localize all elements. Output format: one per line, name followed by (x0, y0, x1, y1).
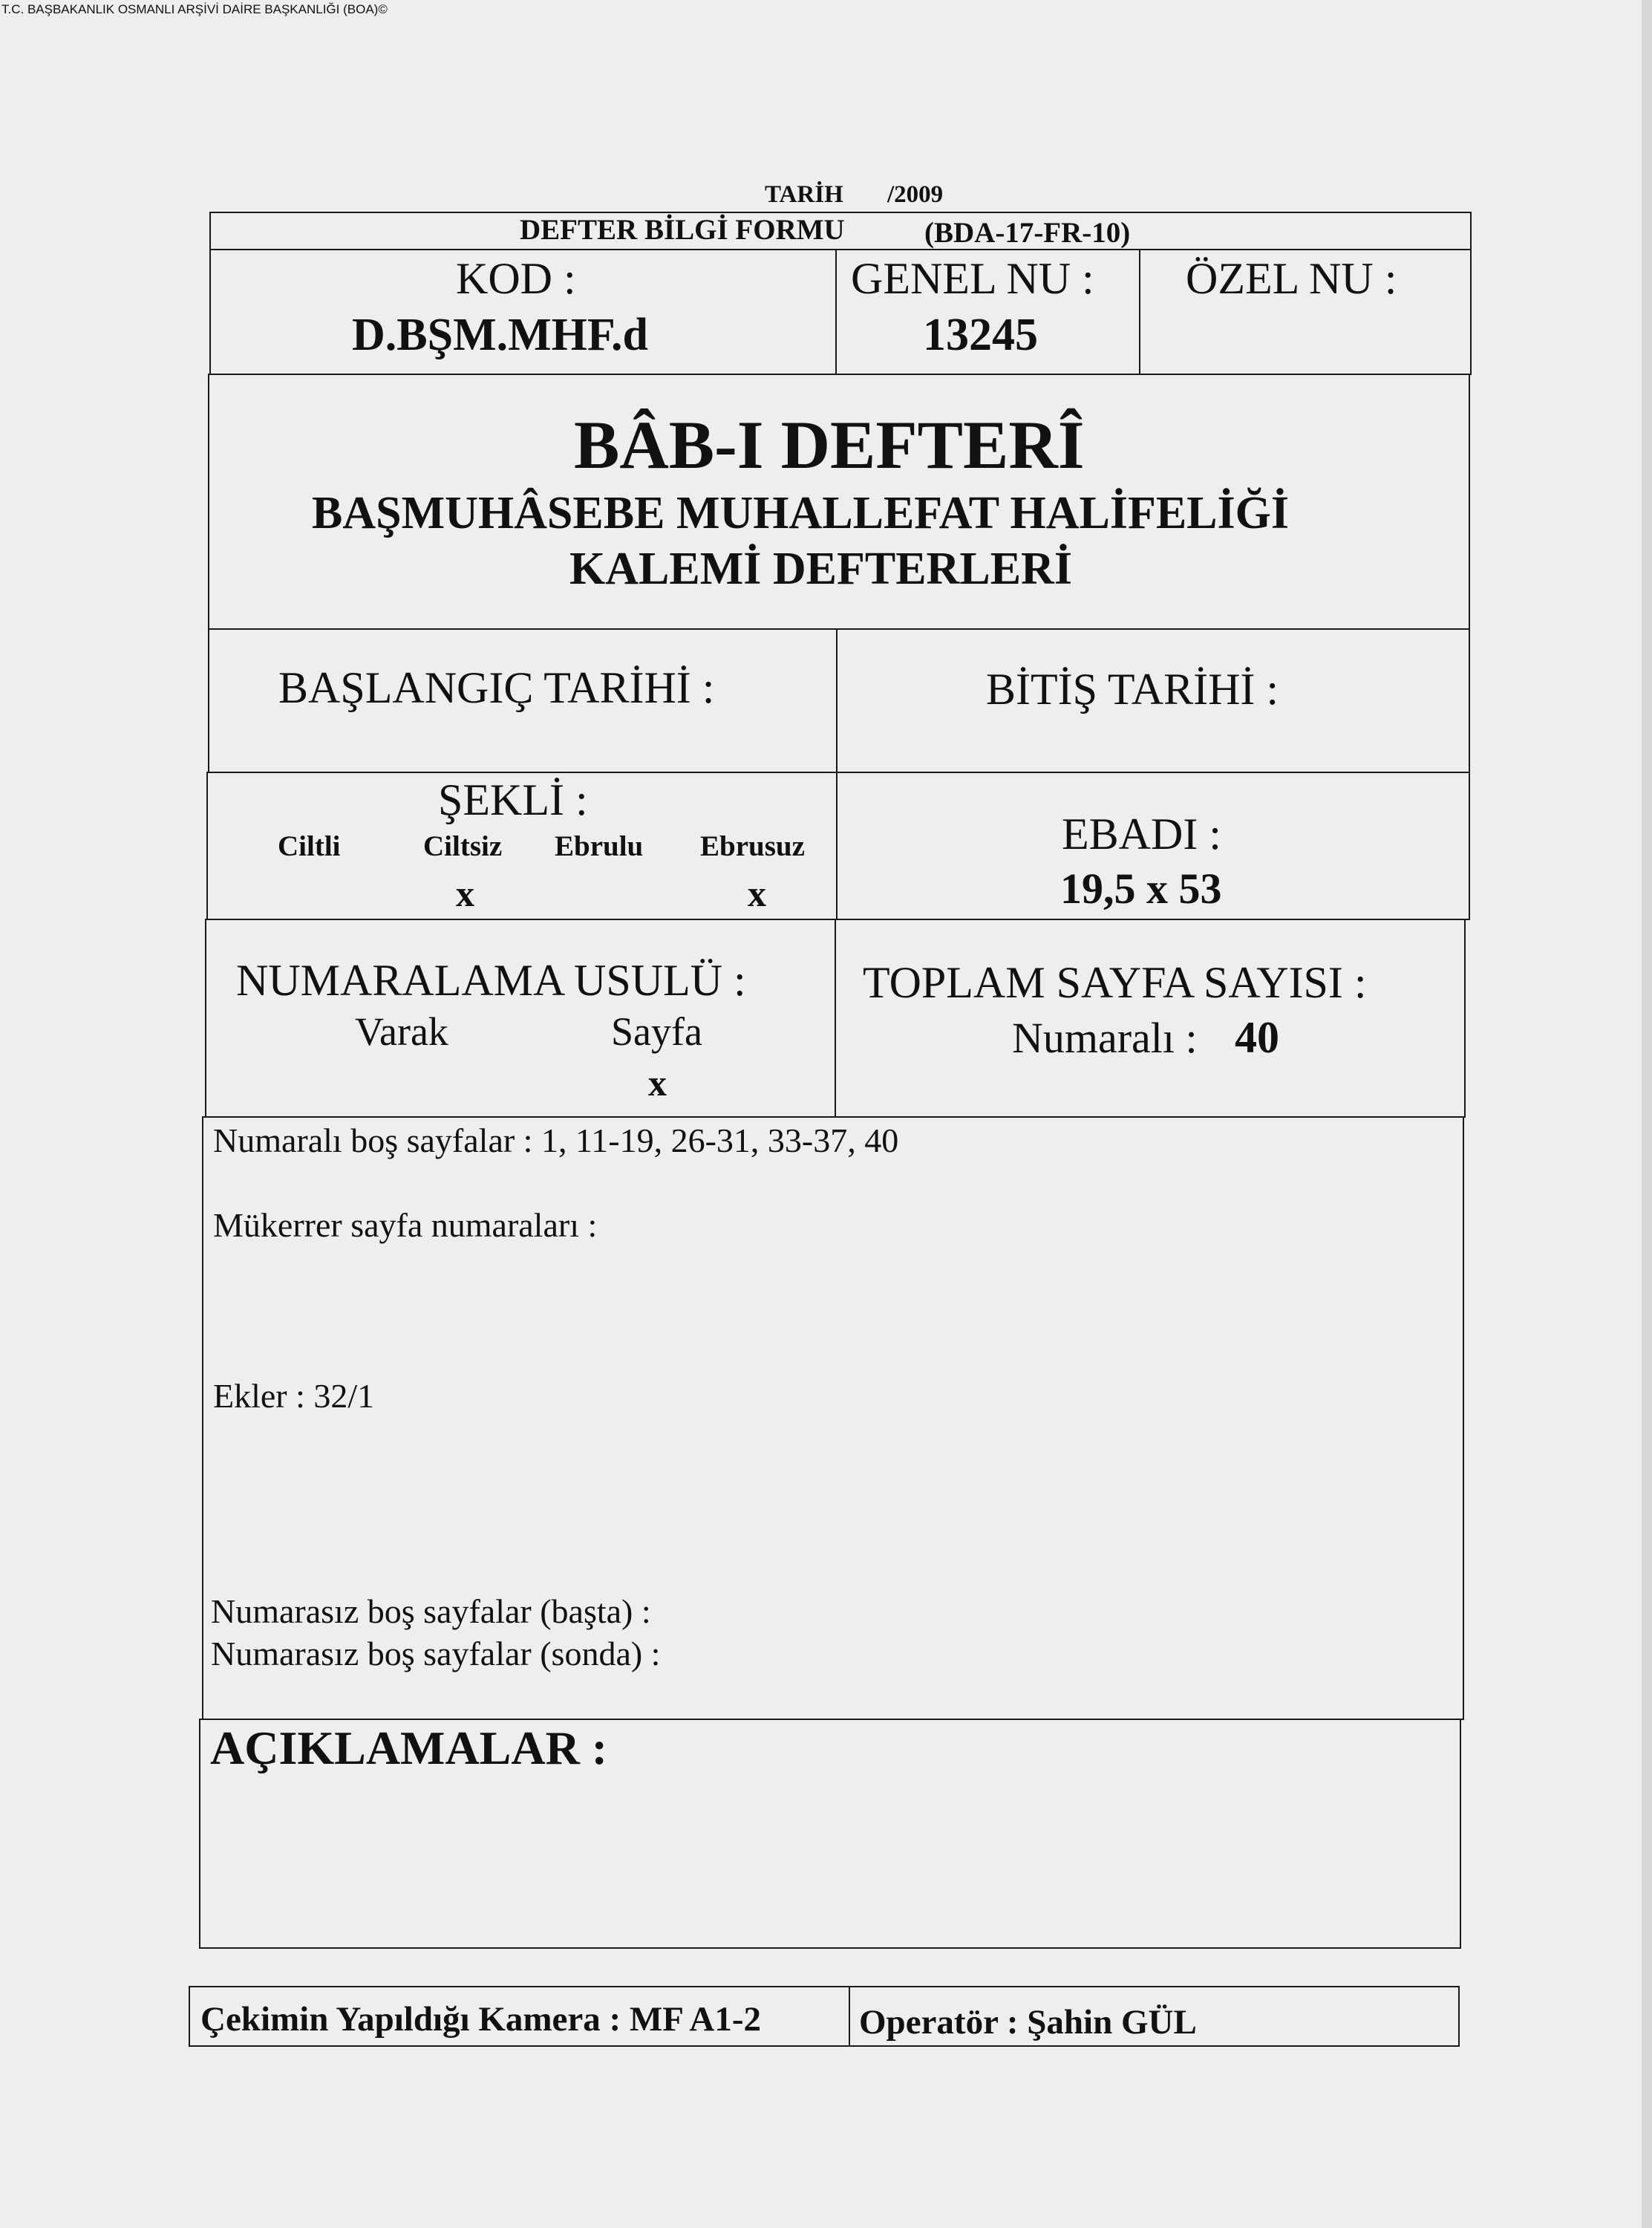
date-value: /2009 (887, 181, 944, 208)
notes-label: AÇIKLAMALAR : (210, 1722, 608, 1774)
form-title: DEFTER BİLGİ FORMU (520, 214, 845, 246)
form-code: (BDA-17-FR-10) (924, 217, 1131, 249)
genel-nu-value: 13245 (923, 310, 1038, 360)
shape-label: ŞEKLİ : (438, 775, 588, 824)
shape-option-ebrulu: Ebrulu (555, 830, 644, 862)
shape-option-ciltsiz: Ciltsiz (423, 830, 503, 862)
shape-option-ebrusuz: Ebrusuz (700, 830, 805, 862)
camera-info: Çekimin Yapıldığı Kamera : MF A1-2 (200, 2000, 762, 2039)
operator-info: Operatör : Şahin GÜL (859, 2003, 1197, 2042)
genel-nu-label: GENEL NU : (851, 254, 1094, 303)
unnumbered-empty-start: Numarasız boş sayfalar (başta) : (211, 1592, 651, 1630)
numbering-mark-sayfa: x (648, 1062, 667, 1104)
numbering-cell (205, 919, 836, 1118)
numbered-pages-value: 40 (1235, 1013, 1279, 1062)
defter-subtitle-1: BAŞMUHÂSEBE MUHALLEFAT HALİFELİĞİ (312, 488, 1290, 538)
total-pages-label: TOPLAM SAYFA SAYISI : (863, 958, 1367, 1007)
date-label: TARİH (765, 181, 843, 208)
numbered-pages-label: Numaralı : (1012, 1014, 1198, 1062)
page-edge (1642, 0, 1652, 2228)
unnumbered-empty-end: Numarasız boş sayfalar (sonda) : (211, 1635, 661, 1672)
shape-mark-ebrusuz: x (748, 873, 766, 914)
size-value: 19,5 x 53 (1060, 864, 1222, 913)
empty-numbered-pages: Numaralı boş sayfalar : 1, 11-19, 26-31, 33-37, 40 (213, 1121, 899, 1159)
end-date-label: BİTİŞ TARİHİ : (986, 665, 1279, 714)
size-label: EBADI : (1062, 810, 1221, 859)
defter-subtitle-2: KALEMİ DEFTERLERİ (569, 544, 1072, 594)
defter-title: BÂB-I DEFTERÎ (574, 407, 1085, 483)
start-date-label: BAŞLANGIÇ TARİHİ : (278, 663, 715, 712)
numbering-option-sayfa: Sayfa (611, 1009, 702, 1054)
attachments: Ekler : 32/1 (213, 1377, 375, 1415)
shape-mark-ciltsiz: x (456, 873, 474, 914)
kod-label: KOD : (456, 254, 576, 303)
ozel-nu-label: ÖZEL NU : (1186, 254, 1397, 303)
numbering-label: NUMARALAMA USULÜ : (236, 956, 746, 1005)
numbering-option-varak: Varak (355, 1009, 448, 1054)
kod-value: D.BŞM.MHF.d (352, 310, 649, 360)
duplicate-page-numbers: Mükerrer sayfa numaraları : (213, 1206, 598, 1244)
shape-option-ciltli: Ciltli (278, 830, 341, 862)
archive-watermark: T.C. BAŞBAKANLIK OSMANLI ARŞİVİ DAİRE BAŞKANLIĞI (BOA)© (1, 2, 388, 16)
